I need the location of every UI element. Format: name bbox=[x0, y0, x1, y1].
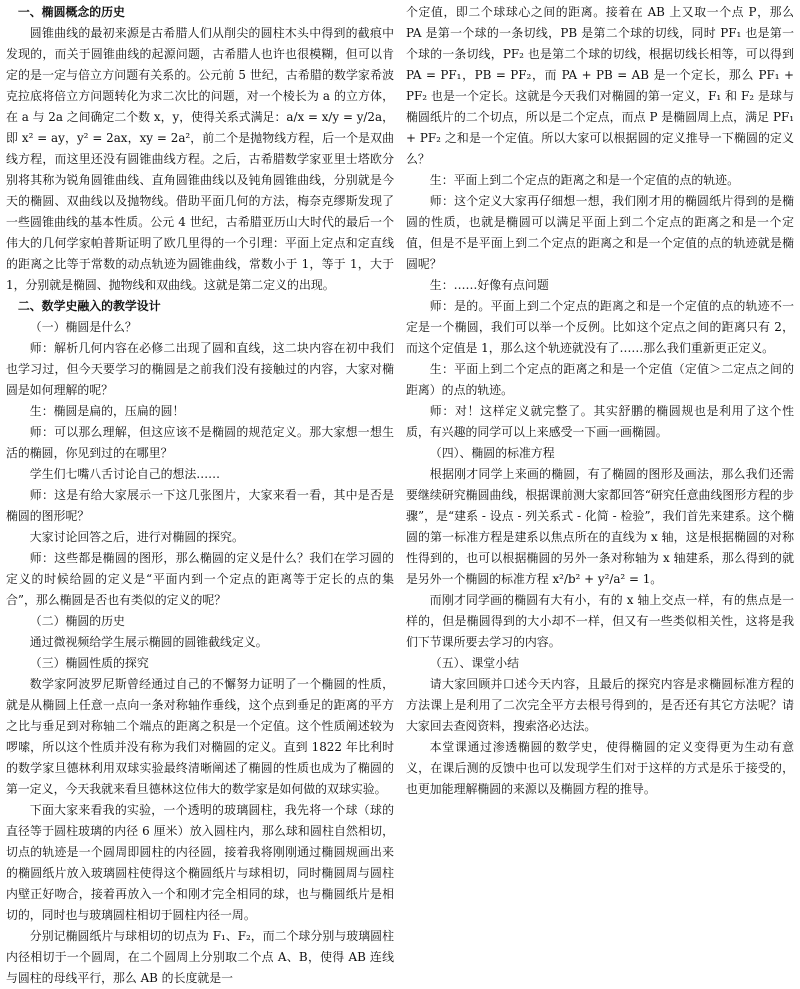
paragraph: 大家讨论回答之后，进行对椭圆的探究。 bbox=[29, 530, 244, 544]
paragraph: 师：这是有给大家展示一下这几张图片，大家来看一看，其中是否是椭圆的图形呢？ bbox=[6, 488, 394, 523]
paragraph: 生：平面上到二个定点的距离之和是一个定值（定值＞二定点之间的距离）的点的轨迹。 bbox=[406, 362, 794, 397]
paragraph: 师：解析几何内容在必修二出现了圆和直线，这二块内容在初中我们也学习过，但今天要学习的椭圆是之前我们没有接触过的内容，大家对椭圆是如何理解的呢？ bbox=[6, 341, 394, 397]
paragraph: 学生们七嘴八舌讨论自己的想法…… bbox=[29, 467, 221, 481]
paragraph: 生：平面上到二个定点的距离之和是一个定值的点的轨迹。 bbox=[429, 173, 739, 187]
subsection-heading: （二）椭圆的历史 bbox=[29, 614, 125, 628]
paragraph: 生：……好像有点问题 bbox=[429, 278, 549, 292]
paragraph: 师：这个定义大家再仔细想一想，我们刚才用的椭圆纸片得到的是椭圆的性质，也就是椭圆可以满足平面上到二个定点的距离之和是一个定值，但是不是平面上到二个定点的距离之和是一个定值的点的轨迹就是椭圆呢？ bbox=[406, 194, 794, 271]
paragraph: 圆锥曲线的最初来源是古希腊人们从削尖的圆柱木头中得到的截痕中发现的，而关于圆锥曲线的起源问题，古希腊人也许也很模糊，但可以肯定的是一定与倍立方问题有关系的。公元前 5 世纪，古希腊的数学家希波克拉底将倍立方问题转化为求二次比的问题，对一个棱长为 a 的立方体，在 a 与 2a 之间确定二个数 x，y，使得关系式满足：a/x = x/y = y/2a，即 x² = ay，y² = 2ax，xy = 2a²，前二个是抛物线方程，后一个是双曲线方程，而这里还没有圆锥曲线方程。之后，古希腊数学家亚里士塔欧分别将其称为锐角圆锥曲线、直角圆锥曲线以及钝角圆锥曲线，分别就是今天的椭圆、双曲线以及抛物线。借助平面几何的方法，梅奈克缪斯发现了一些圆锥曲线的基本性质。公元 4 世纪，古希腊亚历山大时代的最后一个伟大的几何学家帕普斯证明了欧几里得的一个引理：平面上定点和定直线的距离之比等于常数的动点轨迹为圆锥曲线，常数小于 1，等于 1，大于 1，分别就是椭圆、抛物线和双曲线。这就是第二定义的出现。 bbox=[6, 26, 394, 292]
subsection-heading: （一）椭圆是什么？ bbox=[29, 320, 137, 334]
section-heading: 二、数学史融入的教学设计 bbox=[17, 299, 161, 313]
paragraph: 生：椭圆是扁的，压扁的圆！ bbox=[29, 404, 185, 418]
paragraph: 个定值，即二个球球心之间的距离。接着在 AB 上又取一个点 P，那么 PA 是第一个球的一条切线，PB 是第二个球的切线，同时 PF₁ 也是第一个球的一条切线，PF₂ 也是第二个球的切线，根据切线长相等，可以得到 PA = PF₁，PB = PF₂，而 PA + PB = AB 是一个定长，那么 PF₁ + PF₂ 也是一个定长。这就是今天我们对椭圆的第一定义，F₁ 和 F₂ 是球与椭圆纸片的二个切点，所以是二个定点，而点 P 是椭圆周上点，满足 PF₁ + PF₂ 之和是一个定值。所以大家可以根据圆的定义推导一下椭圆的定义么？ bbox=[406, 5, 794, 166]
subsection-heading: （四）、椭圆的标准方程 bbox=[429, 446, 555, 460]
paragraph: 下面大家来看我的实验，一个透明的玻璃圆柱，我先将一个球（球的直径等于圆柱玻璃的内径 6 厘米）放入圆柱内，那么球和圆柱自然相切，切点的轨迹是一个圆周即圆柱的内径圆，接着我将刚刚通过椭圆规画出来的椭圆纸片放入玻璃圆柱使得这个椭圆纸片与球相切，同时椭圆周与圆柱内壁正好吻合，接着再放入一个和刚才完全相同的球，也与椭圆纸片是相切的，同时也与玻璃圆柱相切于圆柱内径一周。 bbox=[6, 803, 394, 922]
paragraph: 请大家回顾并口述今天内容，且最后的探究内容是求椭圆标准方程的方法课上是利用了二次完全平方去根号得到的，是否还有其它方法呢？请大家回去查阅资料，搜索洛必达法。 bbox=[406, 677, 794, 733]
paragraph: 师：这些都是椭圆的图形，那么椭圆的定义是什么？我们在学习圆的定义的时候给圆的定义是“平面内到一个定点的距离等于定长的点的集合”，那么椭圆是否也有类似的定义的呢？ bbox=[6, 551, 394, 607]
paragraph: 根据刚才同学上来画的椭圆，有了椭圆的图形及画法，那么我们还需要继续研究椭圆曲线，根据课前测大家都回答“研究任意曲线图形方程的步骤”，是“建系 - 设点 - 列关系式 - 化简 - 检验”，我们首先来建系。这个椭圆的第一标准方程是建系以焦点所在的直线为 x 轴，这是根据椭圆的对称性得到的，也可以根据椭圆的另外一条对称轴为 x 轴建系，那么得到的就是另外一个椭圆的标准方程 x²/b² + y²/a² = 1。 bbox=[406, 467, 794, 586]
paragraph: 数学家阿波罗尼斯曾经通过自己的不懈努力证明了一个椭圆的性质，就是从椭圆上任意一点向一条对称轴作垂线，这个点到垂足的距离的平方之比与垂足到对称轴二个端点的距离之积是一个定值。这个性质阐述较为啰嗦，所以这个性质并没有称为我们对椭圆的定义。直到 1822 年比利时的数学家旦德林利用双球实验最终清晰阐述了椭圆的性质也成为了椭圆的第一定义，今天我就来看旦德林这位伟大的数学家是如何做的双球实验。 bbox=[6, 677, 394, 796]
subsection-heading: （三）椭圆性质的探究 bbox=[29, 656, 149, 670]
paragraph: 师：对！这样定义就完整了。其实舒鹏的椭圆规也是利用了这个性质，有兴趣的同学可以上来感受一下画一画椭圆。 bbox=[406, 404, 794, 439]
paragraph: 师：是的。平面上到二个定点的距离之和是一个定值的点的轨迹不一定是一个椭圆，我们可以举一个反例。比如这个定点之间的距离只有 2，而这个定值是 1，那么这个轨迹就没有了……那么我们重新更正定义。 bbox=[406, 299, 794, 355]
left-column bbox=[6, 2, 394, 985]
paragraph: 通过微视频给学生展示椭圆的圆锥截线定义。 bbox=[29, 635, 268, 649]
section-heading: 一、椭圆概念的历史 bbox=[17, 5, 125, 19]
paragraph: 而刚才同学画的椭圆有大有小，有的 x 轴上交点一样，有的焦点是一样的，但是椭圆得到的大小却不一样，但又有一些类似相关性，这将是我们下节课所要去学习的内容。 bbox=[406, 593, 794, 649]
paragraph: 分别记椭圆纸片与球相切的切点为 F₁、F₂，而二个球分别与玻璃圆柱内径相切于一个圆周，在二个圆周上分别取二个点 A、B，使得 AB 连线与圆柱的母线平行，那么 AB 的长度就是一 bbox=[6, 929, 394, 985]
subsection-heading: （五）、课堂小结 bbox=[429, 656, 519, 670]
paragraph: 师：可以那么理解，但这应该不是椭圆的规范定义。那大家想一想生活的椭圆，你见到过的在哪里？ bbox=[6, 425, 394, 460]
right-column bbox=[406, 2, 794, 924]
paragraph: 本堂课通过渗透椭圆的数学史，使得椭圆的定义变得更为生动有意义，在课后测的反馈中也可以发现学生们对于这样的方式是乐于接受的，也更加能理解椭圆的来源以及椭圆方程的推导。 bbox=[406, 740, 794, 796]
